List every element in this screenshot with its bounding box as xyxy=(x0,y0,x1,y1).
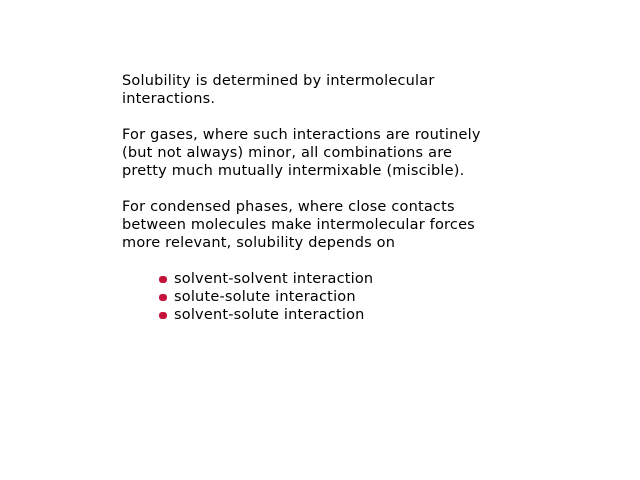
list-item-label: solvent-solute interaction xyxy=(174,307,365,323)
list-item-label: solvent-solvent interaction xyxy=(174,271,374,287)
slide-content xyxy=(122,72,562,324)
bullet-dot-icon xyxy=(159,294,167,301)
bullet-dot-icon xyxy=(159,312,167,319)
interaction-list xyxy=(122,270,562,324)
paragraph-intro: Solubility is determined by intermolecular interactions. xyxy=(122,73,435,107)
list-item xyxy=(159,306,562,324)
list-item-label: solute-solute interaction xyxy=(174,289,356,305)
list-item xyxy=(159,270,562,288)
paragraph-gases: For gases, where such interactions are routinely (but not always) minor, all combinations are pretty much mutually intermixable (miscible). xyxy=(122,127,481,179)
bullet-dot-icon xyxy=(159,276,167,283)
paragraph-condensed-phases: For condensed phases, where close contacts between molecules make intermolecular forces more relevant, solubility depends on xyxy=(122,199,475,251)
list-item xyxy=(159,288,562,306)
